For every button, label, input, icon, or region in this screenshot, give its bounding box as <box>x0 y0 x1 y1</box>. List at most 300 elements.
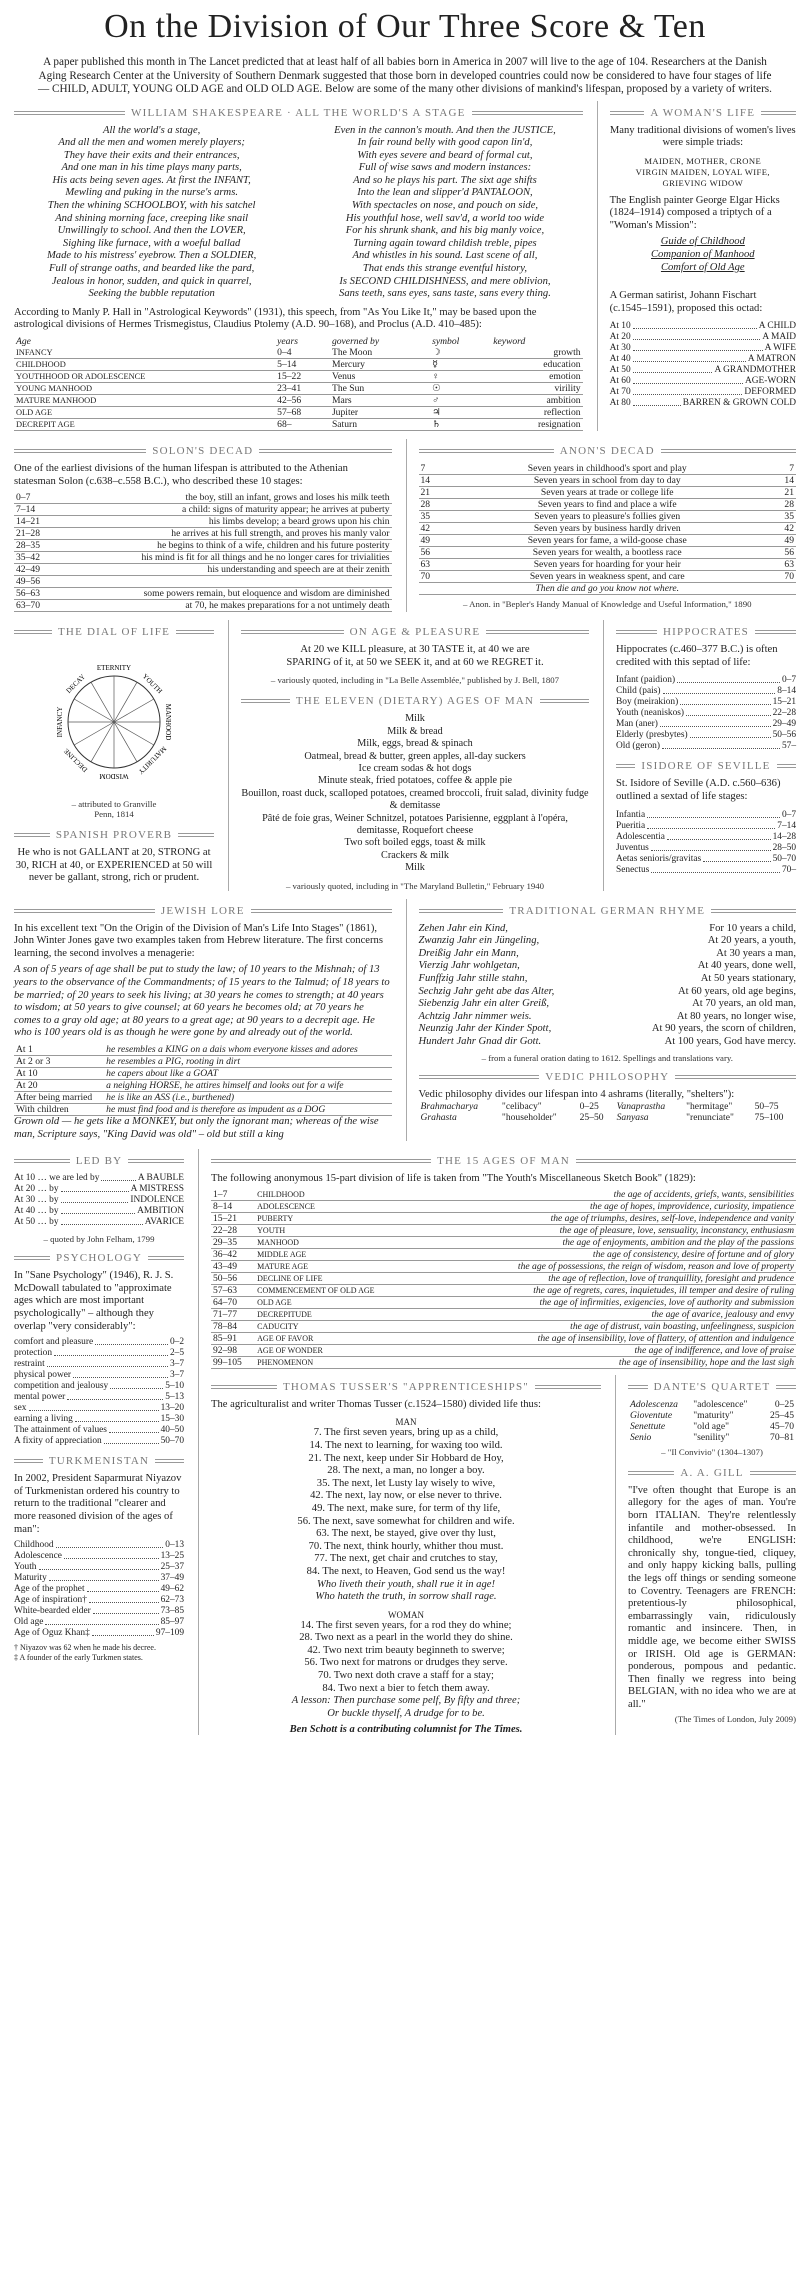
row-age: 35 <box>769 511 796 523</box>
line: Crackers & milk <box>381 849 449 861</box>
row-value: AVARICE <box>144 1217 184 1228</box>
row-years: 70–81 <box>770 1431 794 1443</box>
hippocrates-list <box>616 675 796 752</box>
list-row <box>14 1359 184 1370</box>
intro-text: A paper published this month in The Lancet predicted that at least half of all babies born in America in 2007 will live to the age of 104. Researchers at the Danish Aging Research Center at the University of Southern Denmark suggested that those born in developed countries could now be considered to have four stages of life — CHILD, ADULT, YOUNG OLD AGE and OLD OLD AGE. Below are some of the many other divisions of mankind's lifespan, proposed by a variety of writers. <box>38 56 772 95</box>
shakespeare-verse-left <box>14 125 289 301</box>
table-row <box>419 1112 797 1123</box>
row-value: 3–7 <box>169 1370 184 1381</box>
section-heading: DANTE'S QUARTET <box>628 1381 796 1393</box>
row-age: 28 <box>769 499 796 511</box>
dante-table <box>628 1399 796 1443</box>
row-text: the age of hopes, improvidence, curiosity, impatience <box>419 1200 796 1212</box>
row-age: 63 <box>419 559 446 571</box>
row-text: the age of distrust, vain boasting, unfeelingness, suspicion <box>419 1320 796 1332</box>
section-heading: THE 15 AGES OF MAN <box>211 1155 796 1167</box>
leader <box>677 675 780 683</box>
row-text: Then die and go you know not where. <box>445 583 769 595</box>
leader <box>667 832 771 840</box>
row-label: At 40 … by <box>14 1206 59 1217</box>
line: Even in the cannon's mouth. And then the JUSTICE, <box>334 124 556 136</box>
woman-section <box>597 101 796 432</box>
list-row <box>616 675 796 686</box>
line: Is SECOND CHILDISHNESS, and mere oblivion, <box>339 275 551 287</box>
table-row <box>14 528 392 540</box>
list-row <box>14 1414 184 1425</box>
section-heading: THE ELEVEN (DIETARY) AGES OF MAN <box>241 695 589 707</box>
row-label: earning a living <box>14 1414 73 1425</box>
row-text: he must find food and is therefore as impudent as a DOG <box>104 1104 391 1116</box>
tusser-man <box>211 1427 601 1578</box>
leader <box>56 1540 164 1548</box>
line: Sans teeth, sans eyes, sans taste, sans every thing. <box>339 288 551 300</box>
section-heading: THE DIAL OF LIFE <box>14 626 214 638</box>
row-value: A CHILD <box>758 321 796 332</box>
row-label: competition and jealousy <box>14 1381 109 1392</box>
line: They have their exits and their entrances, <box>63 149 240 161</box>
row-stage: PUBERTY <box>255 1212 419 1224</box>
list-row <box>14 1628 184 1639</box>
german-note: – from a funeral oration dating to 1612. Spellings and translations vary. <box>481 1052 733 1063</box>
leader <box>647 810 780 818</box>
table-row <box>14 552 392 564</box>
table-row <box>211 1356 796 1368</box>
row-label: physical power <box>14 1370 72 1381</box>
table-row <box>14 588 392 600</box>
pleasure-section <box>228 620 589 890</box>
table-cell: Grahasta <box>420 1112 457 1124</box>
row-years: 1–7 <box>211 1189 255 1201</box>
leader <box>662 741 780 749</box>
row-value: 50–70 <box>160 1436 184 1447</box>
octad-list <box>610 321 796 409</box>
turk-list <box>14 1540 184 1639</box>
row-label: At 80 <box>609 398 631 409</box>
table-row <box>14 600 392 612</box>
section-heading: ISIDORE OF SEVILLE <box>616 760 796 772</box>
table-row <box>14 516 392 528</box>
line: Mewling and puking in the nurse's arms. <box>65 187 238 199</box>
leader <box>101 1173 135 1181</box>
row-text: he begins to think of a wife, children and his future posterity <box>52 540 392 552</box>
table-cell: growth <box>491 347 582 359</box>
row-age: 7 <box>419 463 446 475</box>
row-text: Seven years at trade or college life <box>445 487 769 499</box>
table-cell: ♄ <box>430 419 491 431</box>
table-row <box>14 407 583 419</box>
dial-spoke <box>114 722 137 762</box>
row-value: 0–2 <box>169 1337 184 1348</box>
line: GRIEVING WIDOW <box>662 177 744 188</box>
row-years: 22–28 <box>211 1224 255 1236</box>
table-cell: MATURE MANHOOD <box>14 395 275 407</box>
leader <box>690 730 771 738</box>
triads <box>610 156 796 189</box>
line: Full of strange oaths, and bearded like the pard, <box>49 263 255 275</box>
row-years: 0–7 <box>14 492 52 504</box>
table-cell: OLD AGE <box>14 407 275 419</box>
row-text: Seven years to pleasure's follies given <box>445 511 769 523</box>
line: Neunzig Jahr der Kinder Spott, <box>418 1023 552 1035</box>
list-row <box>616 854 796 865</box>
tusser-woman-head: WOMAN <box>388 1609 424 1620</box>
row-value: AGE-WORN <box>744 376 796 387</box>
section-heading: VEDIC PHILOSOPHY <box>419 1071 797 1083</box>
line: 49. The next, make sure, for term of thy life, <box>311 1502 501 1514</box>
leader <box>680 697 770 705</box>
row-years: 64–70 <box>211 1296 255 1308</box>
table-row <box>211 1320 796 1332</box>
table-row <box>14 492 392 504</box>
line: Funffzig Jahr stille stahn, <box>418 973 528 985</box>
isidore-list <box>616 810 796 876</box>
table-row <box>14 1044 392 1056</box>
row-value: A BAUBLE <box>137 1173 184 1184</box>
anon-section <box>406 439 797 612</box>
line: Milk & bread <box>387 725 443 737</box>
row-stage: AGE OF WONDER <box>255 1344 419 1356</box>
line: MAIDEN, MOTHER, CRONE <box>644 155 762 166</box>
line: Companion of Manhood <box>650 249 755 261</box>
table-cell: Mercury <box>330 359 430 371</box>
list-row <box>14 1370 184 1381</box>
line: 21. The next, keep under Sir Hobbard de Hoy, <box>308 1452 504 1464</box>
line: Dreißig Jahr ein Mann, <box>418 947 519 959</box>
section-heading: LED BY <box>14 1155 184 1167</box>
section-heading: ON AGE & PLEASURE <box>241 626 589 638</box>
row-age: 49 <box>769 535 796 547</box>
table-row <box>14 395 583 407</box>
row-years: 28–35 <box>14 540 52 552</box>
row-term: Senettute <box>630 1420 666 1432</box>
row-age: 56 <box>419 547 446 559</box>
row-text: he is like an ASS (i.e., burthened) <box>104 1092 391 1104</box>
table-row <box>211 1260 796 1272</box>
shakespeare-note: According to Manly P. Hall in "Astrological Keywords" (1931), this speech, from "As You Like It," may be based upon the astrological divisions of Hermes Trismegistus, Claudius Ptolemy (A.D. 90–168), and Proclus (A.D. 410–485): <box>14 306 537 331</box>
row-label: At 20 <box>609 332 631 343</box>
table-cell: Jupiter <box>330 407 430 419</box>
row-age: After being married <box>14 1092 104 1104</box>
row-age: 70 <box>419 571 446 583</box>
table-row <box>419 547 797 559</box>
section-heading: A WOMAN'S LIFE <box>610 107 796 119</box>
row-age: 63 <box>769 559 796 571</box>
row-stage: MANHOOD <box>255 1236 419 1248</box>
leader <box>75 1414 159 1422</box>
row-label: At 40 <box>609 354 631 365</box>
jewish-section <box>14 899 392 1142</box>
shakespeare-section <box>14 101 583 432</box>
leader <box>49 1573 159 1581</box>
row-value: 7–14 <box>777 820 796 831</box>
row-value: 70– <box>781 864 796 875</box>
leader <box>73 1370 168 1378</box>
jewish-end: Grown old — he gets like a MONKEY, but only the ignorant man; whereas of the wise man, Scripture says, "King David was old" – old but still a king <box>14 1116 379 1140</box>
row-age: With children <box>14 1104 104 1116</box>
list-row <box>14 1184 184 1195</box>
table-row <box>211 1212 796 1224</box>
table-cell: CHILDHOOD <box>14 359 275 371</box>
dial-of-life-diagram <box>14 644 214 794</box>
leader <box>61 1206 136 1214</box>
row-label: sex <box>14 1403 27 1414</box>
line: 42. Two next trim beauty beginneth to swerve; <box>307 1644 505 1656</box>
row-text: the age of possessions, the reign of wisdom, reason and love of property <box>419 1260 796 1272</box>
line: Who hateth the truth, in sorrow shall rage. <box>315 1591 497 1603</box>
table-row <box>14 1104 392 1116</box>
row-text: Seven years in school from day to day <box>445 475 769 487</box>
row-age: 21 <box>769 487 796 499</box>
row-stage: DECREPITUDE <box>255 1308 419 1320</box>
list-row <box>14 1584 184 1595</box>
section-heading: THOMAS TUSSER'S "APPRENTICESHIPS" <box>211 1381 601 1393</box>
dial-spoke <box>74 722 114 745</box>
dial-spoke <box>114 682 137 722</box>
dial-label: YOUTH <box>140 672 164 696</box>
line: Full of wise saws and modern instances: <box>358 162 532 174</box>
row-label: At 70 <box>609 387 631 398</box>
row-label: At 10 … we are led by <box>14 1173 100 1184</box>
line: At 70 years, an old man, <box>692 998 796 1010</box>
table-row <box>211 1200 796 1212</box>
dial-spoke <box>74 699 114 722</box>
row-value: INDOLENCE <box>130 1195 184 1206</box>
row-value: 15–21 <box>772 697 796 708</box>
row-text: Seven years in weakness spent, and care <box>445 571 769 583</box>
line: With spectacles on nose, and pouch on side, <box>351 200 539 212</box>
section-heading: A. A. GILL <box>628 1467 796 1479</box>
table-cell: emotion <box>491 371 582 383</box>
row-text: a neighing HORSE, he attires himself and looks out for a wife <box>104 1080 391 1092</box>
dial-spoke <box>91 722 114 762</box>
line: Achtzig Jahr nimmer weis. <box>418 1010 532 1022</box>
line: Milk <box>405 713 425 725</box>
row-value: 49–62 <box>160 1584 184 1595</box>
row-label: At 60 <box>609 376 631 387</box>
row-text: Seven years to find and place a wife <box>445 499 769 511</box>
table-row <box>419 463 797 475</box>
section-heading: HIPPOCRATES <box>616 626 796 638</box>
jewish-text: In his excellent text "On the Origin of the Division of Man's Life Into Stages" (1861), John Winter Jones gave two examples taken from Hebrew literature. The first concerns learning, the second involves a menagerie: <box>14 922 383 959</box>
row-label: Adolescentia <box>616 831 665 842</box>
line: Hundert Jahr Gnad dir Gott. <box>418 1036 542 1047</box>
row-term: Adolescenza <box>630 1398 678 1410</box>
dial-section <box>14 620 214 890</box>
leader <box>92 1628 154 1636</box>
table-cell: The Moon <box>330 347 430 359</box>
row-gloss: "senility" <box>693 1431 730 1443</box>
row-age: 49 <box>419 535 446 547</box>
table-row <box>14 419 583 431</box>
table-header: governed by <box>331 336 380 347</box>
table-row <box>14 359 583 371</box>
section-heading: SOLON'S DECAD <box>14 445 392 457</box>
row-term: Senio <box>630 1431 652 1443</box>
isidore-text: St. Isidore of Seville (A.D. c.560–636) outlined a sextad of life stages: <box>616 778 781 802</box>
table-cell: ☽ <box>430 347 491 359</box>
leader <box>54 1348 168 1356</box>
table-row <box>14 1092 392 1104</box>
leader <box>61 1195 129 1203</box>
leader <box>633 398 681 406</box>
row-years: 92–98 <box>211 1344 255 1356</box>
row-value: 73–85 <box>160 1606 184 1617</box>
row-label: Child (pais) <box>616 686 661 697</box>
table-row <box>211 1332 796 1344</box>
list-row <box>14 1436 184 1447</box>
dial-label: ETERNITY <box>96 664 132 673</box>
leader <box>633 376 743 384</box>
row-value: 0–7 <box>781 809 796 820</box>
row-years: 14–21 <box>14 516 52 528</box>
row-label: Adolescence <box>14 1551 62 1562</box>
row-years: 0–25 <box>774 1398 794 1410</box>
row-age: 42 <box>419 523 446 535</box>
leader <box>633 387 743 395</box>
row-age: At 2 or 3 <box>14 1056 104 1068</box>
row-value: 5–13 <box>165 1392 184 1403</box>
row-label: Age of the prophet <box>14 1584 85 1595</box>
woman-text: Many traditional divisions of women's lives were simple triads: <box>609 124 796 149</box>
row-years: 85–91 <box>211 1332 255 1344</box>
line: At 80 years, no longer wise, <box>676 1010 796 1022</box>
line: ‡ A founder of the early Turkmen states. <box>14 1653 143 1663</box>
tusser-man-head: MAN <box>395 1417 417 1428</box>
table-row <box>14 1056 392 1068</box>
jewish-quote: A son of 5 years of age shall be put to study the law; of 10 years to the Mishnah; of 13 years to the observance of the Commandments; of 15 years to the Talmud; of 18 years to be married; of 20 years to seek his living; at 30 years he comes to strength; at 40 years to wisdom; at 50 years to give counsel; at 60 years he becomes old; at 70 years he comes to a gray old age; at 80 years to a great age; at 90 years to a decrepit age. He who is 100 years old is as though he were gone by and already out of the world. <box>14 964 390 1039</box>
psych-list <box>14 1337 184 1447</box>
table-cell: Venus <box>330 371 430 383</box>
row-years: 78–84 <box>211 1320 255 1332</box>
section-heading: PSYCHOLOGY <box>14 1252 184 1264</box>
list-row <box>14 1173 184 1184</box>
list-row <box>14 1562 184 1573</box>
row-gloss: "old age" <box>693 1420 730 1432</box>
line: His youthful hose, well sav'd, a world too wide <box>345 212 545 224</box>
row-text: the age of accidents, griefs, wants, sensibilities <box>419 1189 796 1201</box>
list-row <box>616 832 796 843</box>
row-text: Seven years for fame, a wild-goose chase <box>445 535 769 547</box>
table-header: keyword <box>493 336 526 347</box>
line: At 100 years, God have mercy. <box>664 1036 796 1047</box>
row-label: Age of inspiration† <box>14 1595 87 1606</box>
list-row <box>14 1617 184 1628</box>
table-row <box>14 371 583 383</box>
line: At 60 years, old age begins, <box>678 985 796 997</box>
list-row <box>610 365 796 376</box>
row-text: the age of consistency, desire of fortune and of glory <box>419 1248 796 1260</box>
leader <box>87 1584 159 1592</box>
table-row <box>14 540 392 552</box>
row-value: A WIFE <box>764 343 796 354</box>
row-years: 7–14 <box>14 504 52 516</box>
dial-label: WISDOM <box>99 772 129 781</box>
table-row <box>211 1308 796 1320</box>
row-label: Infantia <box>616 809 646 820</box>
tusser-man-end <box>211 1579 601 1604</box>
list-row <box>616 730 796 741</box>
row-text: his limbs develop; a beard grows upon his chin <box>52 516 392 528</box>
line: And so he plays his part. The sixt age shifts <box>353 174 537 186</box>
row-text: Seven years by business hardly driven <box>445 523 769 535</box>
line: Bouillon, roast duck, scalloped potatoes, creamed broccoli, fruit salad, divinity fudge & demitasse <box>241 787 589 812</box>
line: Into the lean and slipper'd PANTALOON, <box>357 187 533 199</box>
row-age: 35 <box>419 511 446 523</box>
turk-text: In 2002, President Saparmurat Niyazov of Turkmenistan ordered his country to return to the traditional "clearer and more reasoned division of the ages of man": <box>14 1473 182 1535</box>
table-cell: ☿ <box>430 359 491 371</box>
section-heading: TURKMENISTAN <box>14 1455 184 1467</box>
vedic-text: Vedic philosophy divides our lifespan into 4 ashrams (literally, "shelters"): <box>418 1088 735 1100</box>
line: 14. The next to learning, for waxing too wild. <box>309 1439 503 1451</box>
line: Vierzig Jahr wohlgetan, <box>418 960 520 972</box>
row-stage: CHILDHOOD <box>255 1189 419 1201</box>
section-heading: WILLIAM SHAKESPEARE · ALL THE WORLD'S A STAGE <box>14 107 583 119</box>
line: Unwillingly to school. And then the LOVER, <box>57 225 246 237</box>
line: All the world's a stage, <box>102 124 201 136</box>
list-row <box>610 387 796 398</box>
table-cell: 23–41 <box>275 383 330 395</box>
row-text: the age of insensibility, love of flattery, of attention and indulgence <box>419 1332 796 1344</box>
row-value: 13–25 <box>160 1551 184 1562</box>
table-cell: 5–14 <box>275 359 330 371</box>
line: 14. The first seven years, for a rod they do whine; <box>300 1619 512 1631</box>
dial-spoke <box>91 682 114 722</box>
row-value: 14–28 <box>772 831 796 842</box>
leader <box>633 343 763 351</box>
list-row <box>616 686 796 697</box>
row-label: Youth <box>14 1562 37 1573</box>
list-row <box>616 708 796 719</box>
row-years: 25–45 <box>770 1409 794 1421</box>
line: Guide of Childhood <box>660 236 745 248</box>
line: Pâté de foie gras, Weiner Schnitzel, potatoes Parisienne, eggplant à l'opéra, demitasse, Roquefort cheese <box>262 812 568 837</box>
list-row <box>14 1606 184 1617</box>
row-label: Childhood <box>14 1540 54 1551</box>
row-years: 36–42 <box>211 1248 255 1260</box>
leader <box>67 1392 163 1400</box>
row-age: 7 <box>769 463 796 475</box>
line: 42. The next, lay now, or else never to thrive. <box>310 1490 502 1502</box>
dietary-list <box>241 713 589 874</box>
table-row <box>419 535 797 547</box>
leader <box>663 686 776 694</box>
row-value: 97–109 <box>155 1628 184 1639</box>
row-label: comfort and pleasure <box>14 1337 94 1348</box>
table-row <box>628 1410 796 1421</box>
leader <box>93 1606 159 1614</box>
line: Sighing like furnace, with a woeful ballad <box>62 237 241 249</box>
row-age: 14 <box>419 475 446 487</box>
line: Zwanzig Jahr ein Jüngeling, <box>418 935 540 947</box>
row-label: At 30 … by <box>14 1195 59 1206</box>
table-cell: "renunciate" <box>686 1112 734 1124</box>
row-value: 3–7 <box>169 1359 184 1370</box>
list-row <box>610 321 796 332</box>
table-cell: "celibacy" <box>501 1101 542 1113</box>
pleasure-text: At 20 we KILL pleasure, at 30 TASTE it, at 40 we are SPARING of it, at 50 we SEEK it, and at 60 we REGRET it. <box>286 644 544 668</box>
line: Milk, eggs, bread & spinach <box>357 738 473 750</box>
line: Siebenzig Jahr ein alter Greiß, <box>418 998 550 1010</box>
row-label: protection <box>14 1348 53 1359</box>
solon-text: One of the earliest divisions of the human lifespan is attributed to the Athenian statesman Solon (c.638–c.558 B.C.), who described these 10 stages: <box>14 463 348 487</box>
row-value: 0–13 <box>165 1540 184 1551</box>
table-cell: 15–22 <box>275 371 330 383</box>
leader <box>29 1403 159 1411</box>
gill-quote: "I've often thought that Europe is an allegory for the ages of man. You're born ITALIAN. They're relentlessly infantile and mother-obsessed. In childhood, we're ENGLISH: chronically shy, tongue-tied, cliquey, and only happy kicking balls, pulling the legs off things or sending someone to Coventry. Teenagers are FRENCH: pretentious-ly philosophical, embarrassingly vain, ridiculously romantic and insincere. Then, in middle age, we become either SWISS or IRISH. Old age is GERMAN: ponderous, pompous and pedantic. Then finally we regress into being BELGIAN, with no idea who we are at all." <box>628 1484 796 1710</box>
tusser-woman <box>211 1620 601 1696</box>
table-row <box>14 504 392 516</box>
left-bottom-column <box>14 1149 184 1735</box>
